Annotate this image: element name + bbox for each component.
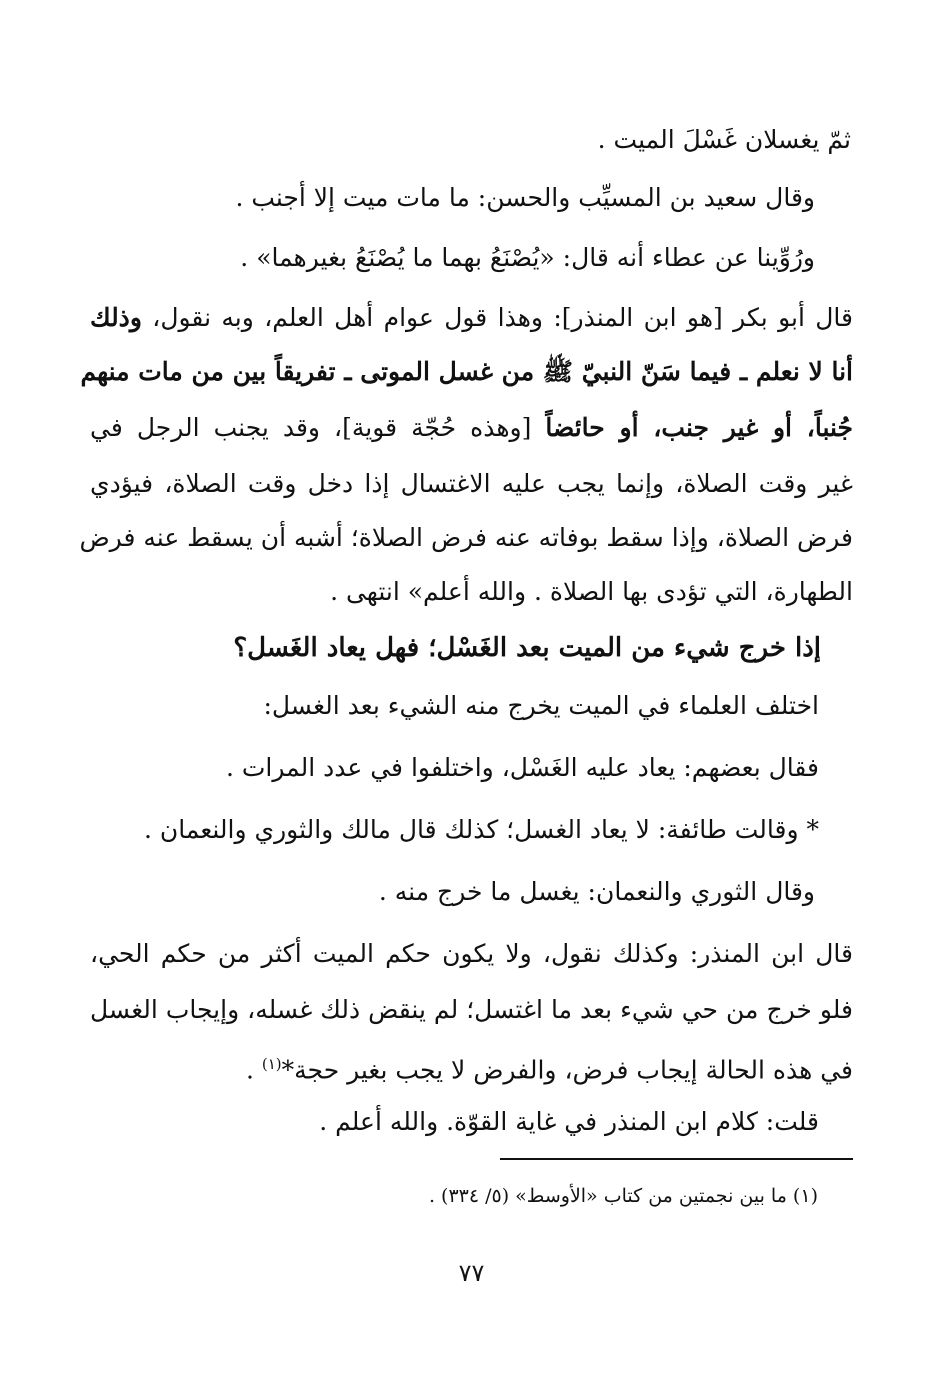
quote-line-1-bold: وذلك xyxy=(90,303,142,332)
ibn-mundhir-line-2: فلو خرج من حي شيء بعد ما اغتسل؛ لم ينقض ذلك غسله، وإيجاب الغسل xyxy=(90,995,853,1024)
ibn-mundhir-line-3 xyxy=(246,1044,853,1084)
text-line-1: ثمّ يغسلان غَسْلَ الميت . xyxy=(597,125,851,154)
quote-line-1 xyxy=(90,298,853,338)
quote-line-5: فرض الصلاة، وإذا سقط بوفاته عنه فرض الصلاة؛ أشبه أن يسقط عنه فرض xyxy=(79,523,853,552)
section-heading: إذا خرج شيء من الميت بعد الغَسْل؛ فهل يعاد الغَسل؟ xyxy=(233,633,821,663)
text-line-3: ورُوِّينا عن عطاء أنه قال: «يُصْنَعُ بهما ما يُصْنَعُ بغيرهما» . xyxy=(240,243,815,272)
quote-line-3-rest: [وهذه حُجّة قوية]، وقد يجنب الرجل في xyxy=(90,413,546,442)
footnote-divider xyxy=(500,1158,853,1160)
quote-line-2: أنا لا نعلم ـ فيما سَنّ النبيّ ﷺ من غسل الموتى ـ تفريقاً بين من مات منهم xyxy=(80,357,853,386)
ibn-mundhir-line-1: قال ابن المنذر: وكذلك نقول، ولا يكون حكم الميت أكثر من حكم الحي، xyxy=(90,939,853,968)
footnote: (١) ما بين نجمتين من كتاب «الأوسط» (٥/ ٣٣٤) . xyxy=(428,1185,818,1207)
quote-line-6: الطهارة، التي تؤدى بها الصلاة . والله أعلم» انتهى . xyxy=(330,577,853,606)
footnote-marker: (١) xyxy=(261,1055,282,1073)
page-number: ٧٧ xyxy=(458,1259,485,1287)
ibn-mundhir-line-3-text: في هذه الحالة إيجاب فرض، والفرض لا يجب بغير حجة* xyxy=(281,1055,853,1085)
section-line-2: فقال بعضهم: يعاد عليه الغَسْل، واختلفوا في عدد المرات . xyxy=(225,753,819,782)
section-line-1: اختلف العلماء في الميت يخرج منه الشيء بعد الغسل: xyxy=(263,691,819,720)
quote-line-3-bold: جُنباً، أو غير جنب، أو حائضاً xyxy=(545,413,853,442)
quote-line-1-start: قال أبو بكر [هو ابن المنذر]: وهذا قول عوام أهل العلم، وبه نقول، xyxy=(141,303,853,332)
quote-line-4: غير وقت الصلاة، وإنما يجب عليه الاغتسال إذا دخل وقت الصلاة، فيؤدي xyxy=(90,469,853,498)
section-line-3: * وقالت طائفة: لا يعاد الغسل؛ كذلك قال مالك والثوري والنعمان . xyxy=(144,815,819,844)
ibn-mundhir-line-3-end: . xyxy=(245,1055,262,1085)
quote-line-3 xyxy=(90,408,853,448)
text-line-2: وقال سعيد بن المسيِّب والحسن: ما مات ميت إلا أجنب . xyxy=(235,183,815,212)
closing-line: قلت: كلام ابن المنذر في غاية القوّة. والله أعلم . xyxy=(319,1107,819,1136)
section-line-4: وقال الثوري والنعمان: يغسل ما خرج منه . xyxy=(378,877,815,906)
